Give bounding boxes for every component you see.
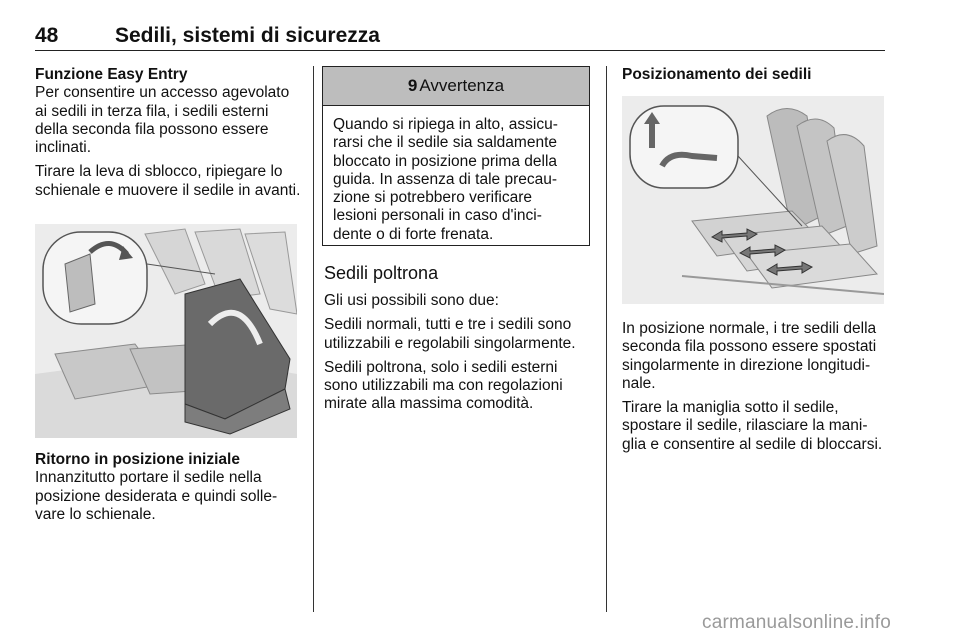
- column-3: [622, 66, 888, 84]
- heading-return-position: Ritorno in posizione iniziale: [35, 451, 240, 468]
- column-3-lower: [622, 320, 888, 460]
- paragraph-positioning-1: In posizione normale, i tre sedili della seconda fila possono essere spostati singolarmente in direzione longitudi-nale.: [622, 320, 877, 392]
- warning-icon: 9: [407, 76, 418, 95]
- seat-positioning-illustration: [622, 96, 884, 304]
- paragraph-easy-entry-2: Tirare la leva di sblocco, ripiegare lo schienale e muovere il sedile in avanti.: [35, 163, 301, 199]
- page-number: 48: [35, 24, 59, 47]
- paragraph-positioning-2: Tirare la maniglia sotto il sedile, spostare il sedile, rilasciare la mani-glia e consentire al sedile di bloccarsi.: [622, 399, 883, 453]
- column-1: [35, 66, 301, 206]
- column-divider-2: [606, 66, 607, 612]
- warning-box: [322, 66, 590, 246]
- heading-seat-positioning: Posizionamento dei sedili: [622, 66, 812, 83]
- column-1-lower: [35, 451, 301, 530]
- paragraph-return-position: Innanzitutto portare il sedile nella posizione desiderata e quindi solle-vare lo schienale.: [35, 469, 278, 523]
- watermark: carmanualsonline.info: [702, 612, 892, 633]
- easy-entry-illustration: [35, 224, 297, 438]
- page-title: Sedili, sistemi di sicurezza: [115, 24, 380, 47]
- paragraph-poltrona-1: Gli usi possibili sono due:: [324, 292, 499, 309]
- heading-easy-entry: Funzione Easy Entry: [35, 66, 188, 83]
- warning-text: Quando si ripiega in alto, assicu-rarsi che il sedile sia saldamente bloccato in posizione prima della guida. In assenza di tale precau-zione si potrebbero verificare lesioni personali in caso d'inci-dente o di forte frenata.: [333, 116, 558, 243]
- heading-sedili-poltrona: Sedili poltrona: [324, 263, 439, 283]
- column-divider-1: [313, 66, 314, 612]
- warning-header: [323, 67, 589, 106]
- paragraph-poltrona-3: Sedili poltrona, solo i sedili esterni sono utilizzabili ma con regolazioni mirate alla massima comodità.: [324, 358, 563, 413]
- warning-title: Avvertenza: [419, 76, 505, 95]
- paragraph-poltrona-2: Sedili normali, tutti e tre i sedili sono utilizzabili e regolabili singolarmente.: [324, 316, 576, 352]
- paragraph-easy-entry-1: Per consentire un accesso agevolato ai sedili in terza fila, i sedili esterni della seconda fila possono essere inclinati.: [35, 84, 290, 157]
- page-header: [35, 22, 885, 51]
- column-2: [324, 262, 592, 420]
